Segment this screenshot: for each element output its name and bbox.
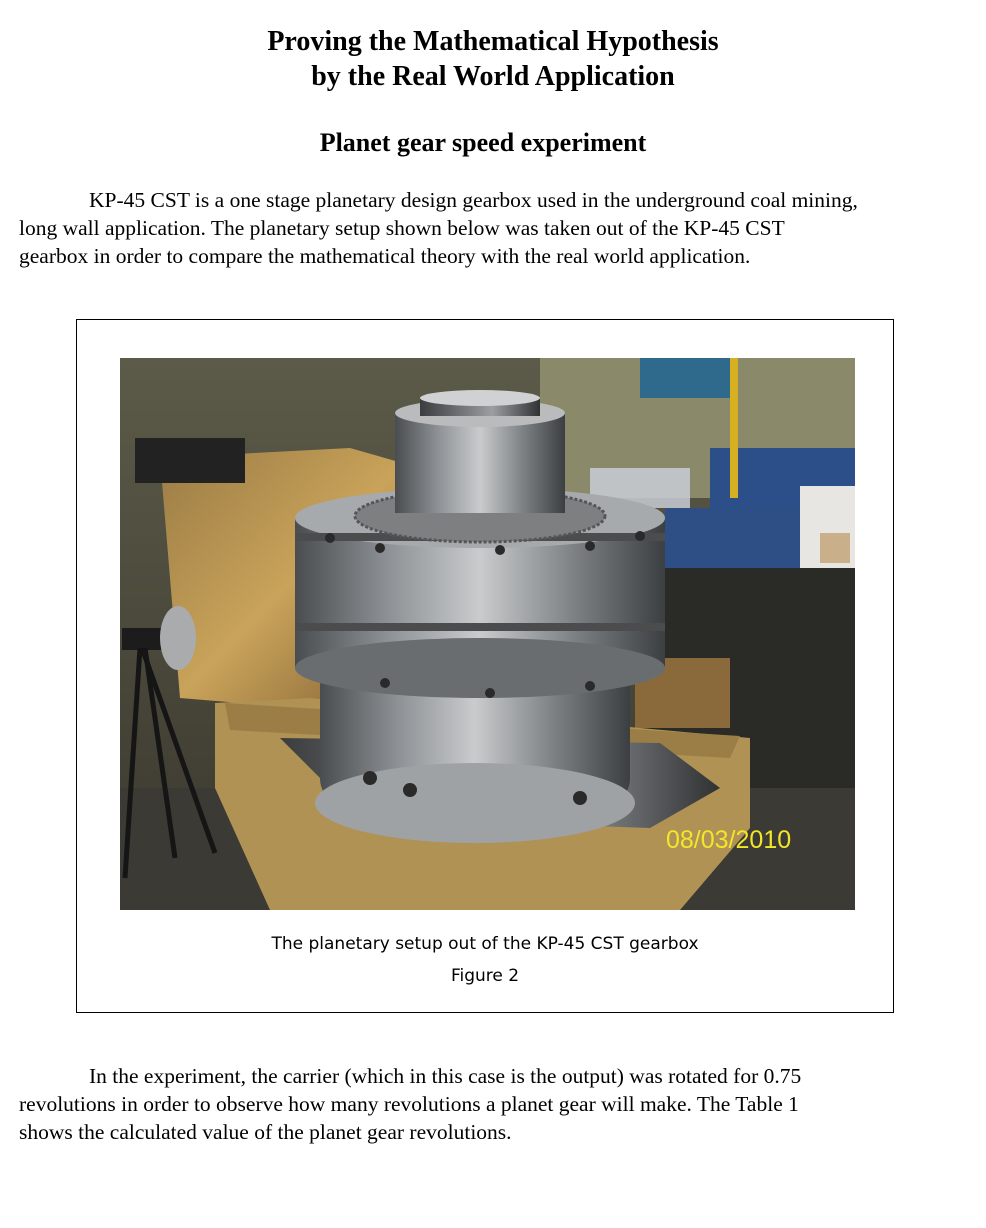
title-line-1: Proving the Mathematical Hypothesis xyxy=(267,26,719,57)
photo-date-stamp: 08/03/2010 xyxy=(666,826,792,854)
title-line-2: by the Real World Application xyxy=(311,61,675,92)
experiment-line-3: shows the calculated value of the planet gear revolutions. xyxy=(19,1120,512,1144)
experiment-paragraph xyxy=(19,1062,949,1146)
gearbox-photo xyxy=(120,358,855,910)
section-subtitle: Planet gear speed experiment xyxy=(319,128,647,157)
document-title xyxy=(0,24,986,94)
experiment-line-2: revolutions in order to observe how many revolutions a planet gear will make. The Table 1 xyxy=(19,1092,799,1116)
intro-paragraph xyxy=(19,186,949,270)
figure-caption: The planetary setup out of the KP-45 CST gearbox xyxy=(271,934,699,954)
intro-line-1: KP-45 CST is a one stage planetary design gearbox used in the underground coal mining, xyxy=(89,188,858,212)
intro-line-3: gearbox in order to compare the mathematical theory with the real world application. xyxy=(19,244,751,268)
intro-line-2: long wall application. The planetary setup shown below was taken out of the KP-45 CST xyxy=(19,216,785,240)
experiment-line-1: In the experiment, the carrier (which in this case is the output) was rotated for 0.75 xyxy=(89,1064,802,1088)
figure-number: Figure 2 xyxy=(450,966,520,986)
